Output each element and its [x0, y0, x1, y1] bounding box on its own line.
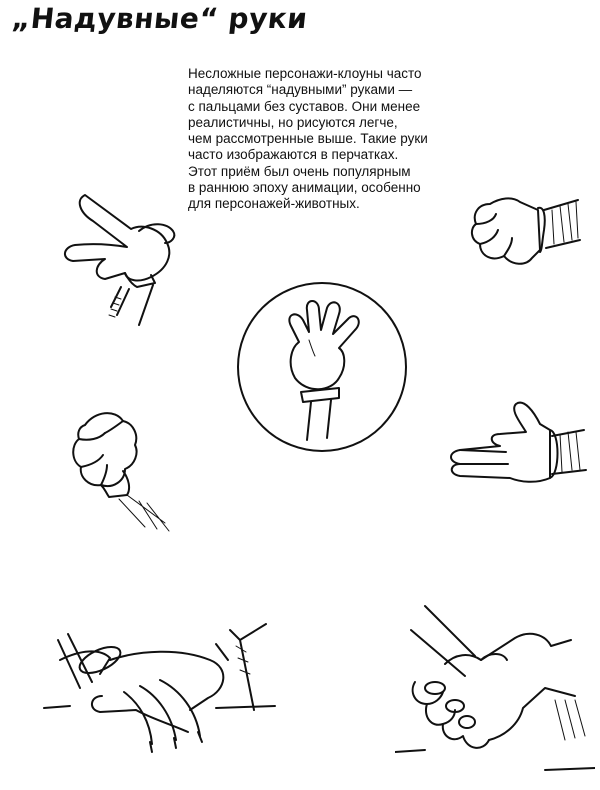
- open-hand-thumb-illustration: [440, 400, 590, 500]
- paragraph-line: реалистичны, но рисуются легче,: [188, 114, 398, 130]
- fist-right-illustration: [460, 180, 590, 275]
- paragraph-line: наделяются “надувными” руками —: [188, 82, 413, 98]
- clasped-hands-illustration: [40, 600, 285, 770]
- intro-paragraph: [188, 66, 428, 213]
- open-palm-circle-illustration: [235, 280, 410, 455]
- clenched-fist-illustration: [65, 405, 185, 535]
- paragraph-line: для персонажей-животных.: [188, 196, 360, 212]
- paragraph-line: Несложные персонажи-клоуны часто: [188, 66, 422, 81]
- page-title: „Надувные“ руки: [10, 2, 310, 35]
- handshake-illustration: [395, 600, 595, 785]
- paragraph-line: с пальцами без суставов. Они менее: [188, 98, 421, 114]
- paragraph-line: Этот приём был очень популярным: [188, 163, 411, 179]
- paragraph-line: часто изображаются в перчатках.: [188, 147, 399, 163]
- paragraph-line: в раннюю эпоху анимации, особенно: [188, 180, 421, 196]
- pointing-hand-illustration: [55, 185, 185, 335]
- paragraph-line: чем рассмотренные выше. Такие руки: [188, 131, 428, 147]
